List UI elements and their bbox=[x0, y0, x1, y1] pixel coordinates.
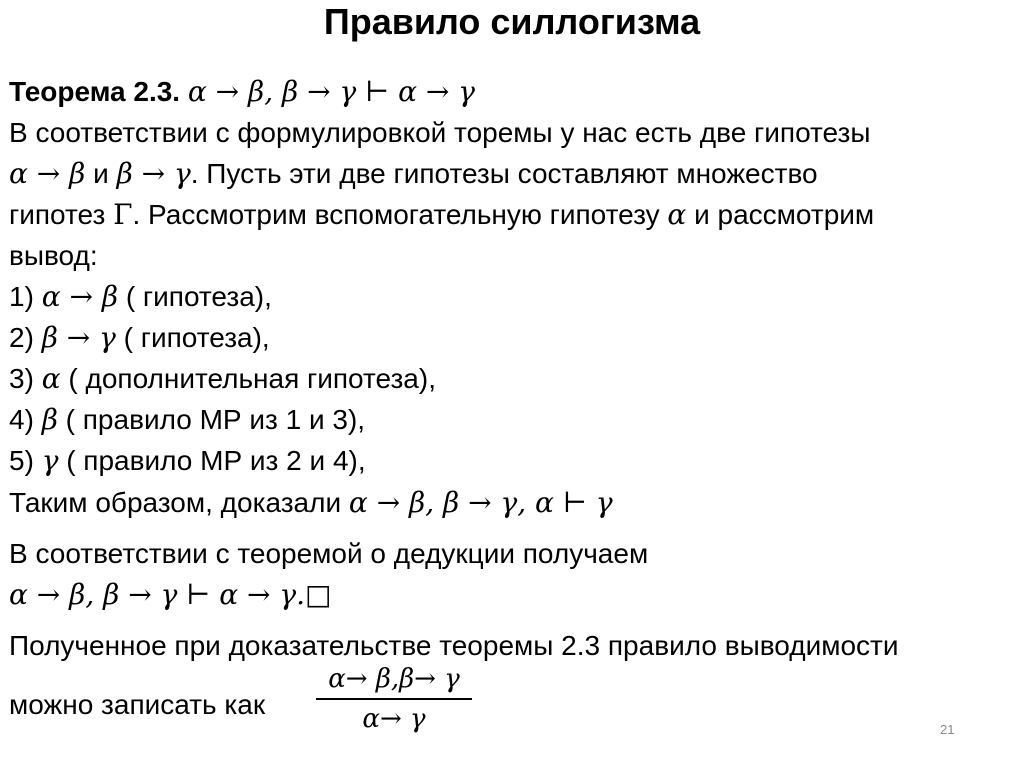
theorem-formula: α → β, β → γ ⊢ α → γ bbox=[187, 75, 475, 108]
step-number: 1) bbox=[9, 281, 42, 312]
proof-step bbox=[9, 318, 270, 358]
text-fragment: Таким образом, доказали bbox=[9, 487, 349, 518]
fraction-denominator: α→ γ bbox=[362, 704, 426, 734]
text-line bbox=[9, 154, 818, 194]
formula: α → β, β → γ, α ⊢ γ bbox=[348, 486, 613, 519]
text-line: Полученное при доказательстве теоремы 2.3 правило выводимости bbox=[9, 630, 899, 661]
step-number: 4) bbox=[9, 404, 42, 435]
theorem-line bbox=[9, 72, 475, 112]
fraction-numerator: α→ β,β→ γ bbox=[328, 664, 460, 694]
step-comment: ( дополнительная гипотеза), bbox=[60, 363, 436, 394]
theorem-label: Теорема 2.3. bbox=[9, 76, 181, 107]
proof-step bbox=[9, 359, 436, 399]
inference-rule-fraction bbox=[316, 662, 472, 736]
formula: β → γ bbox=[41, 321, 116, 354]
text-line: В соответствии с формулировкой торемы у нас есть две гипотезы bbox=[9, 117, 871, 148]
formula: α → β, β → γ ⊢ α → γ.□ bbox=[9, 578, 332, 611]
formula: γ bbox=[41, 444, 59, 477]
gamma-symbol: Γ bbox=[113, 198, 133, 231]
text-fragment: гипотез bbox=[9, 199, 114, 230]
proof-step bbox=[9, 441, 366, 481]
formula: α bbox=[41, 362, 61, 395]
formula: β → γ bbox=[116, 157, 191, 190]
proof-step bbox=[9, 400, 365, 440]
fraction-bar bbox=[316, 698, 472, 700]
formula: α → β bbox=[9, 157, 86, 190]
step-comment: ( гипотеза), bbox=[118, 281, 272, 312]
step-number: 2) bbox=[9, 322, 42, 353]
page-number: 21 bbox=[940, 722, 955, 737]
step-comment: ( правило МР из 2 и 4), bbox=[58, 445, 366, 476]
text-fragment: и bbox=[85, 158, 117, 189]
step-number: 3) bbox=[9, 363, 42, 394]
conclusion-line bbox=[9, 483, 613, 523]
formula: α → β bbox=[41, 280, 119, 313]
step-comment: ( правило МР из 1 и 3), bbox=[57, 404, 366, 435]
text-line: В соответствии с теоремой о дедукции получаем bbox=[9, 538, 649, 569]
slide-title: Правило силлогизма bbox=[323, 1, 701, 42]
text-line bbox=[9, 195, 874, 235]
step-comment: ( гипотеза), bbox=[115, 322, 270, 353]
step-number: 5) bbox=[9, 445, 42, 476]
text-fragment: . Пусть эти две гипотезы составляют множество bbox=[190, 158, 818, 189]
formula: β bbox=[41, 403, 58, 436]
formula: α bbox=[667, 198, 687, 231]
text-line: можно записать как bbox=[9, 689, 266, 720]
text-line: вывод: bbox=[9, 240, 98, 271]
proof-step bbox=[9, 277, 272, 317]
formula-line bbox=[9, 575, 331, 615]
text-fragment: и рассмотрим bbox=[686, 199, 875, 230]
text-fragment: . Рассмотрим вспомогательную гипотезу bbox=[132, 199, 668, 230]
